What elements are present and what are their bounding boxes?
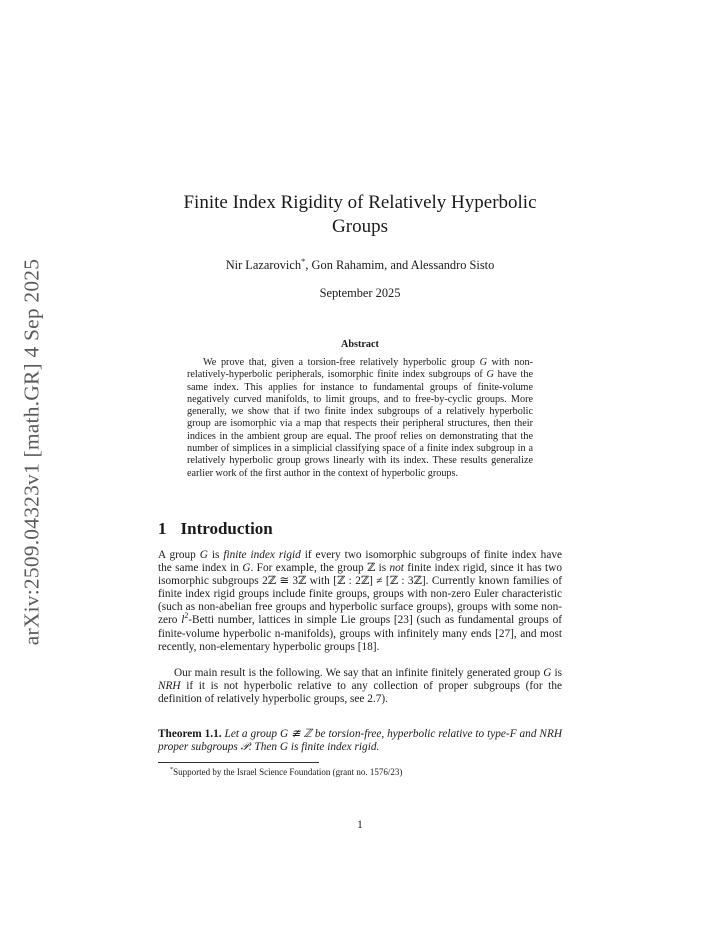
math-symbol: G bbox=[242, 562, 251, 575]
emphasis: not bbox=[389, 562, 404, 575]
text-segment: A group bbox=[158, 549, 200, 561]
text-segment: finite index rigid, since it has two isomorphic subgroups 2ℤ ≅ 3ℤ with [ℤ : 2ℤ] ≠ [ℤ : 3ℤ]. Currently known families of finite index rigid groups include finite groups, groups with non-zero Euler characteristic (such as non-abelian free groups and hyperbolic surface groups), groups with some non-zero bbox=[158, 562, 562, 627]
footnote-mark: * bbox=[170, 766, 174, 773]
arxiv-stamp[interactable]: arXiv:2509.04323v1 [math.GR] 4 Sep 2025 bbox=[19, 258, 44, 646]
author-first: Nir Lazarovich bbox=[225, 258, 302, 272]
text-segment: if every two isomorphic subgroups of finite index have the same index in bbox=[158, 549, 562, 575]
text-segment: . For example, the group ℤ is bbox=[250, 562, 390, 575]
intro-paragraph-2 bbox=[158, 667, 562, 706]
math-symbol: l bbox=[181, 614, 185, 627]
defined-term: finite index rigid bbox=[223, 549, 301, 561]
theorem-body: Let a group G ≇ ℤ be torsion-free, hyperbolic relative to type-F and NRH proper subgroups 𝒫. Then G is finite index rigid. bbox=[158, 728, 563, 754]
abstract-text bbox=[187, 357, 533, 480]
text-segment: is bbox=[207, 549, 224, 561]
math-superscript: 2 bbox=[184, 611, 189, 621]
theorem-statement bbox=[158, 728, 562, 754]
math-symbol: G bbox=[479, 357, 487, 368]
math-symbol: G bbox=[199, 549, 208, 561]
page-number: 1 bbox=[357, 819, 363, 831]
author-others: , Gon Rahamim, and Alessandro Sisto bbox=[305, 258, 495, 272]
abstract-segment: We prove that, given a torsion-free relatively hyperbolic group bbox=[203, 357, 480, 368]
footnote-divider bbox=[158, 762, 319, 763]
abstract-heading: Abstract bbox=[341, 339, 379, 350]
text-segment: if it is not hyperbolic relative to any collection of proper subgroups (for the definition of relatively hyperbolic groups, see 2.7). bbox=[158, 680, 562, 706]
theorem-label: Theorem 1.1. bbox=[158, 728, 222, 740]
defined-term: NRH bbox=[158, 680, 181, 693]
abstract-segment: have the same index. This applies for instance to fundamental groups of finite-volume negatively curved manifolds, to limit groups, and to free-by-cyclic groups. More generally, we show that if two finite index subgroups of a relatively hyperbolic group are isomorphic via a map that respects their peripheral structures, then their indices in the ambient group are equal. The proof relies on demonstrating that the number of simplices in a simplicial classifying space of a finite index subgroup in a relatively hyperbolic group grows linearly with its index. These results generalize earlier work of the first author in the context of hyperbolic groups. bbox=[187, 369, 533, 479]
authors bbox=[120, 257, 600, 273]
section-title: Introduction bbox=[180, 519, 273, 538]
section-number: 1 bbox=[158, 519, 167, 538]
footnote-marker[interactable]: * bbox=[301, 255, 306, 266]
text-segment: -Betti number, lattices in simple Lie groups [23] (such as fundamental groups of finite-volume hyperbolic n-manifolds), groups with infinitely many ends [27], and most recently, non-elementary hyperbolic groups [18]. bbox=[158, 614, 562, 653]
section-heading bbox=[158, 519, 273, 539]
math-symbol: G bbox=[543, 667, 552, 679]
footnote-text: Supported by the Israel Science Foundation (grant no. 1576/23) bbox=[173, 767, 403, 777]
title-line-2: Groups bbox=[332, 216, 388, 237]
math-symbol: G bbox=[486, 369, 494, 381]
abstract-segment: with non-relatively-hyperbolic peripherals, isomorphic finite index subgroups of bbox=[187, 357, 533, 381]
intro-paragraph-1 bbox=[158, 549, 562, 654]
publication-date: September 2025 bbox=[319, 286, 401, 300]
footnote bbox=[170, 767, 402, 778]
paper-title bbox=[130, 191, 590, 239]
text-segment: Our main result is the following. We say that an infinite finitely generated group bbox=[174, 667, 544, 679]
text-segment: is bbox=[551, 667, 562, 679]
title-line-1: Finite Index Rigidity of Relatively Hyperbolic bbox=[183, 192, 537, 213]
